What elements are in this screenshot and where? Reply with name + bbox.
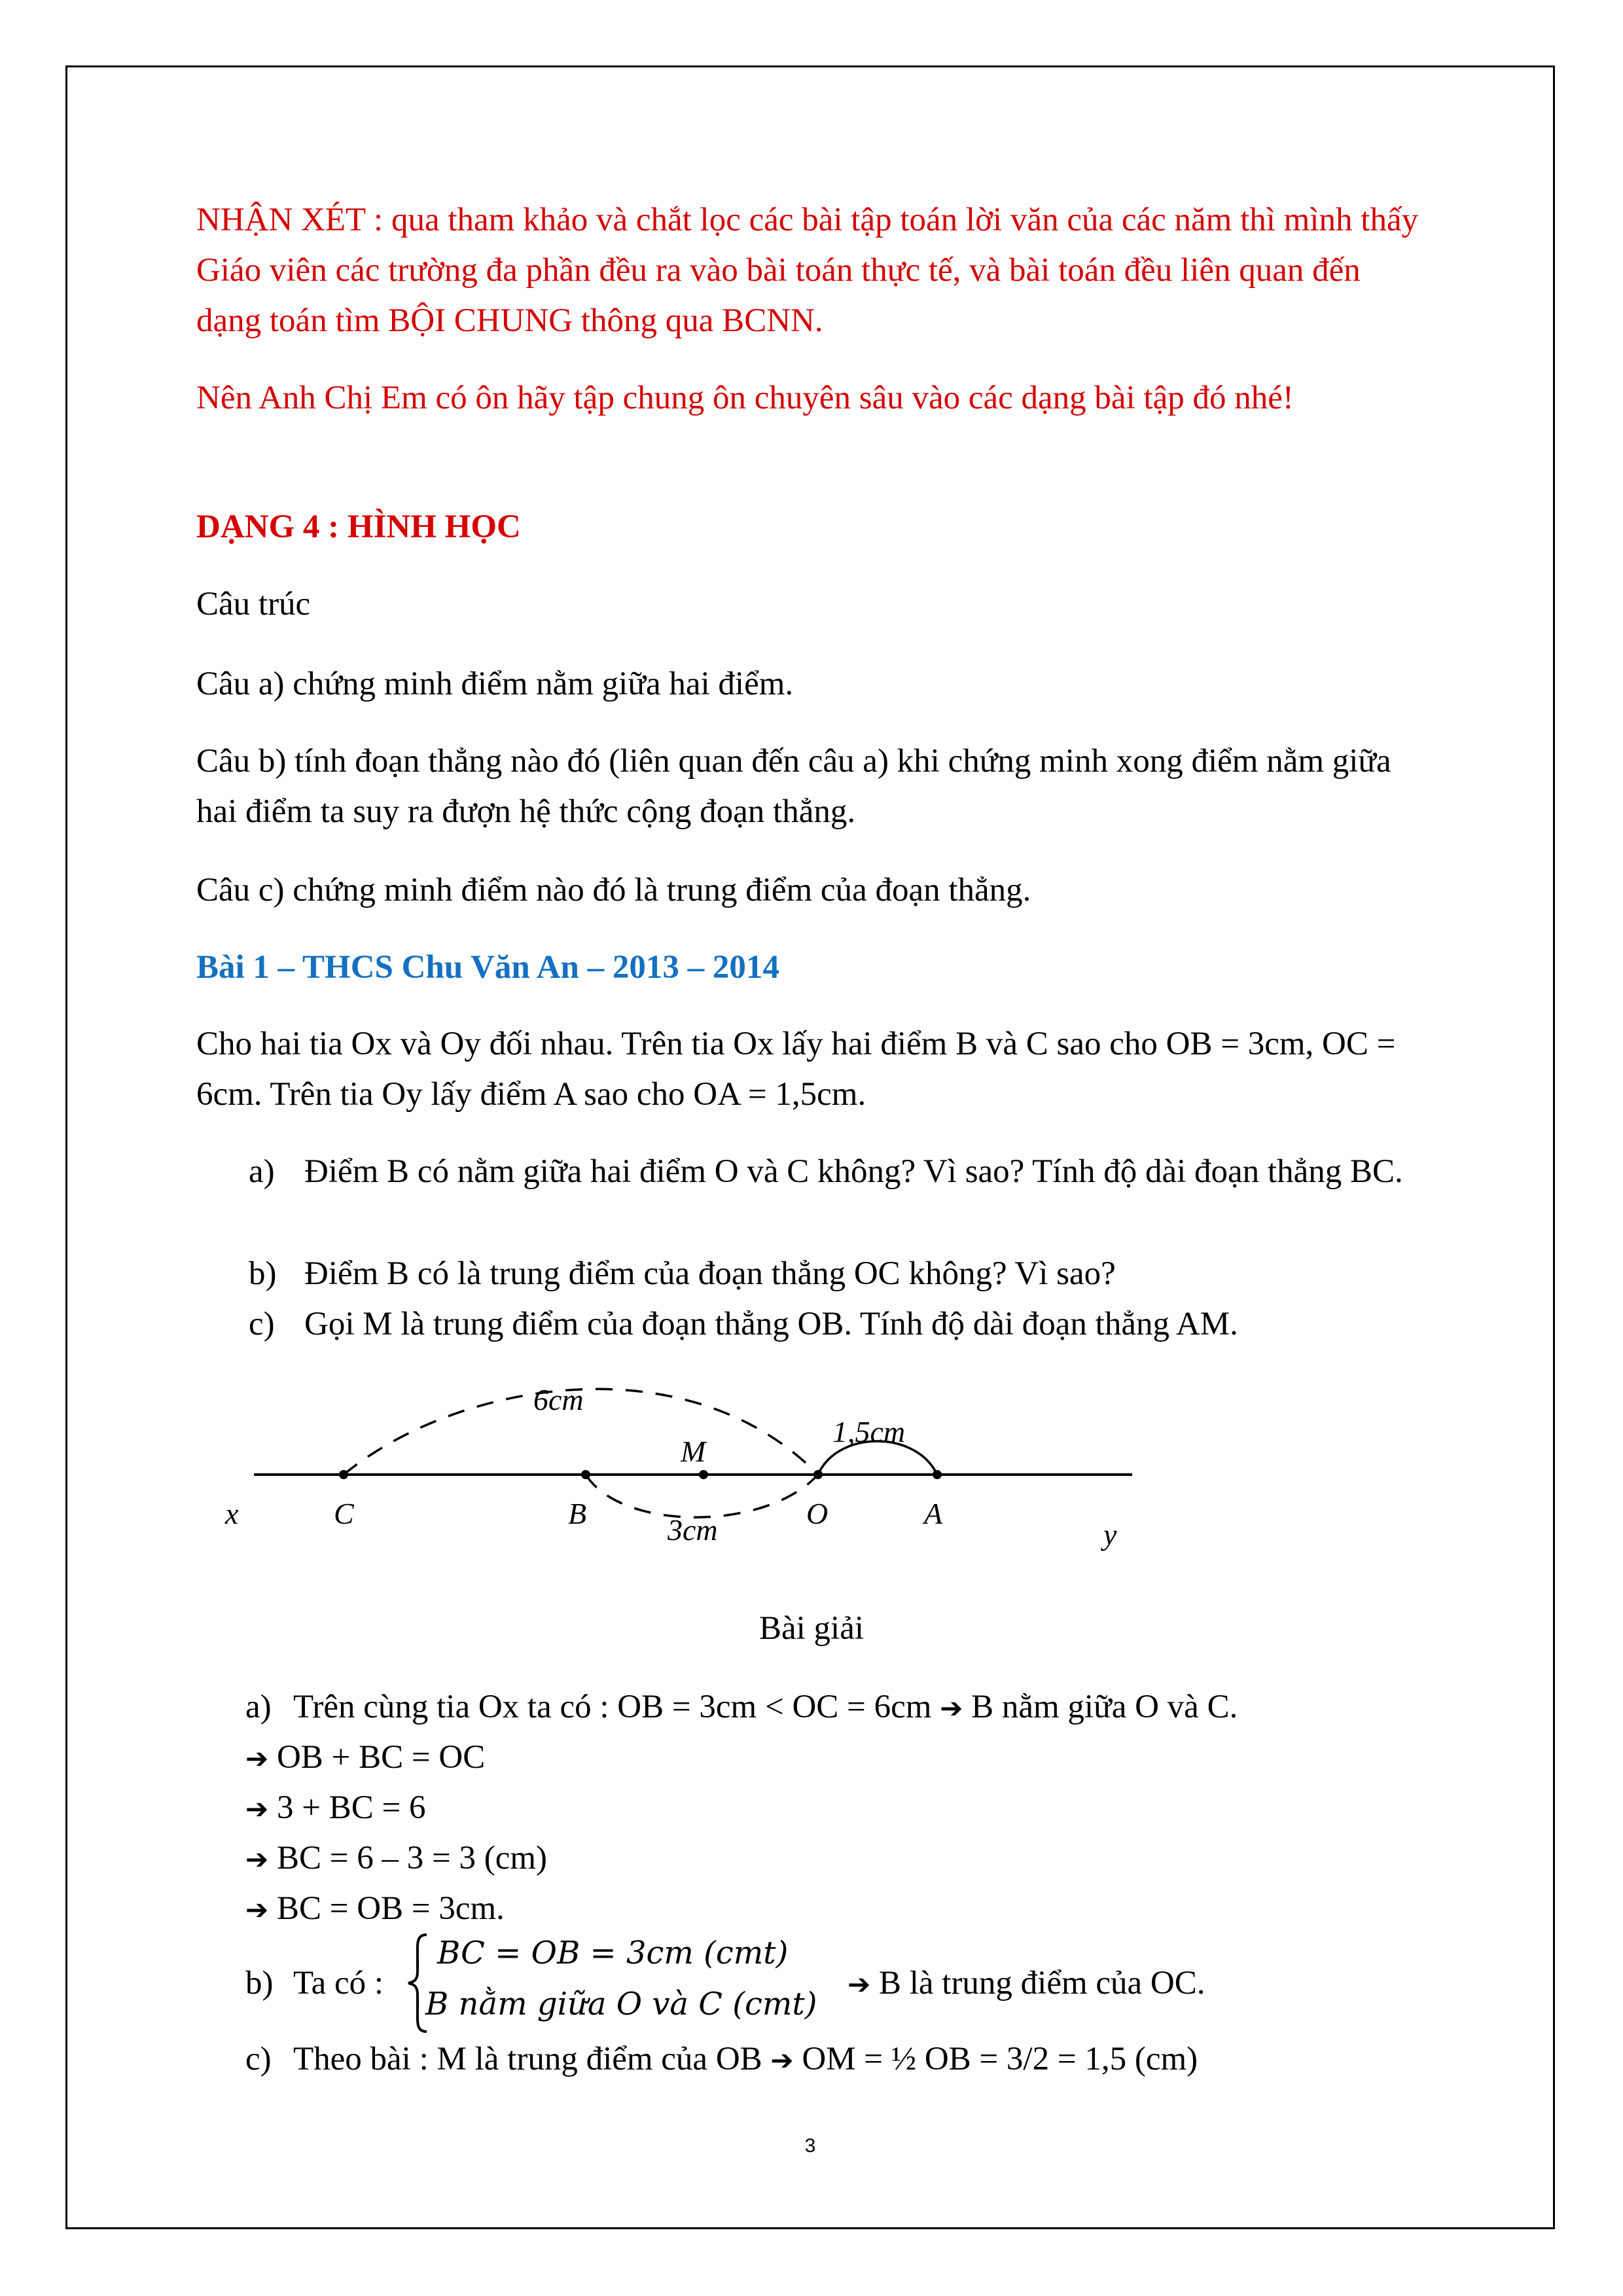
solution-title: Bài giải — [758, 1610, 865, 1647]
arrow-right-icon: ➔ — [940, 1692, 963, 1724]
arrow-right-icon: ➔ — [245, 1843, 269, 1875]
step-3-text: BC = 6 – 3 = 3 (cm) — [276, 1840, 548, 1876]
solution-step-4 — [245, 1884, 505, 1935]
remark-paragraph: NHẬN XÉT : qua tham khảo và chắt lọc các bài tập toán lời văn của các năm thì mình thấy Giáo viên các trường đa phần đều ra vào bài toán thực tế, và bài toán đều liên quan đến dạng toán tìm BỘI CHUNG thông qua BCNN. — [196, 202, 1419, 339]
solution-a-text-2: B nằm giữa O và C. — [971, 1689, 1238, 1725]
section-title: DẠNG 4 : HÌNH HỌC — [196, 509, 521, 545]
arrow-right-icon: ➔ — [245, 1793, 269, 1825]
label-c: C — [334, 1497, 354, 1530]
solution-b-line2: B nằm giữa O và C (cmt) — [425, 1986, 817, 2022]
label-b: B — [568, 1497, 587, 1530]
question-a-label: a) — [249, 1153, 275, 1190]
step-1-text: OB + BC = OC — [276, 1739, 486, 1776]
solution-b-conclusion: B là trung điểm của OC. — [878, 1965, 1205, 2001]
label-a: A — [924, 1497, 943, 1530]
solution-step-1 — [245, 1732, 485, 1784]
structure-item-c: Câu c) chứng minh điểm nào đó là trung điểm của đoạn thẳng. — [196, 872, 1031, 908]
solution-a-line — [293, 1682, 1445, 1733]
solution-b-line1: BC = OB = 3cm (cmt) — [437, 1935, 789, 1971]
solution-b-label: b) — [245, 1965, 274, 2001]
structure-item-a: Câu a) chứng minh điểm nằm giữa hai điểm. — [196, 666, 794, 702]
question-b: Điểm B có là trung điểm của đoạn thẳng OC không? Vì sao? — [304, 1255, 1116, 1292]
question-b-label: b) — [249, 1255, 277, 1292]
solution-b-conclusion-line — [847, 1958, 1205, 2009]
page-number: 3 — [804, 2135, 816, 2157]
solution-a-label: a) — [245, 1689, 272, 1725]
solution-c-text-2: OM = ½ OB = 3/2 = 1,5 (cm) — [802, 2041, 1198, 2077]
solution-step-2 — [245, 1783, 426, 1834]
solution-step-3 — [245, 1833, 547, 1884]
label-y: y — [1103, 1518, 1117, 1551]
solution-c-line — [293, 2034, 1458, 2085]
measure-oc: 6cm — [533, 1383, 584, 1416]
question-c: Gọi M là trung điểm của đoạn thẳng OB. Tính độ dài đoạn thẳng AM. — [304, 1306, 1238, 1342]
question-a: Điểm B có nằm giữa hai điểm O và C không? Vì sao? Tính độ dài đoạn thẳng BC. — [304, 1153, 1403, 1190]
arrow-right-icon: ➔ — [847, 1968, 871, 2000]
label-m: M — [681, 1435, 706, 1468]
structure-item-b: Câu b) tính đoạn thẳng nào đó (liên quan đến câu a) khi chứng minh xong điểm nằm giữa hai điểm ta suy ra đượn hệ thức cộng đoạn thẳng. — [196, 743, 1391, 830]
label-x: x — [225, 1497, 239, 1530]
problem-statement: Cho hai tia Ox và Oy đối nhau. Trên tia Ox lấy hai điểm B và C sao cho OB = 3cm, OC = 6cm. Trên tia Oy lấy điểm A sao cho OA = 1,5cm. — [196, 1026, 1396, 1113]
measure-oa: 1,5cm — [832, 1415, 906, 1448]
solution-b-prefix: Ta có : — [293, 1965, 384, 2001]
structure-label: Câu trúc — [196, 586, 311, 622]
arrow-right-icon: ➔ — [245, 1893, 269, 1926]
step-4-text: BC = OB = 3cm. — [276, 1890, 505, 1927]
problem-title: Bài 1 – THCS Chu Văn An – 2013 – 2014 — [196, 949, 779, 986]
solution-a-text-1: Trên cùng tia Ox ta có : OB = 3cm < OC = 6cm — [293, 1689, 932, 1725]
step-2-text: 3 + BC = 6 — [276, 1789, 426, 1826]
solution-c-label: c) — [245, 2041, 272, 2077]
arrow-right-icon: ➔ — [770, 2044, 794, 2076]
advice-paragraph: Nên Anh Chị Em có ôn hãy tập chung ôn chuyên sâu vào các dạng bài tập đó nhé! — [196, 380, 1294, 416]
arrow-right-icon: ➔ — [245, 1742, 269, 1774]
question-c-label: c) — [249, 1306, 275, 1342]
measure-ob: 3cm — [668, 1513, 718, 1547]
solution-c-text-1: Theo bài : M là trung điểm của OB — [293, 2041, 762, 2077]
label-o: O — [806, 1497, 829, 1530]
